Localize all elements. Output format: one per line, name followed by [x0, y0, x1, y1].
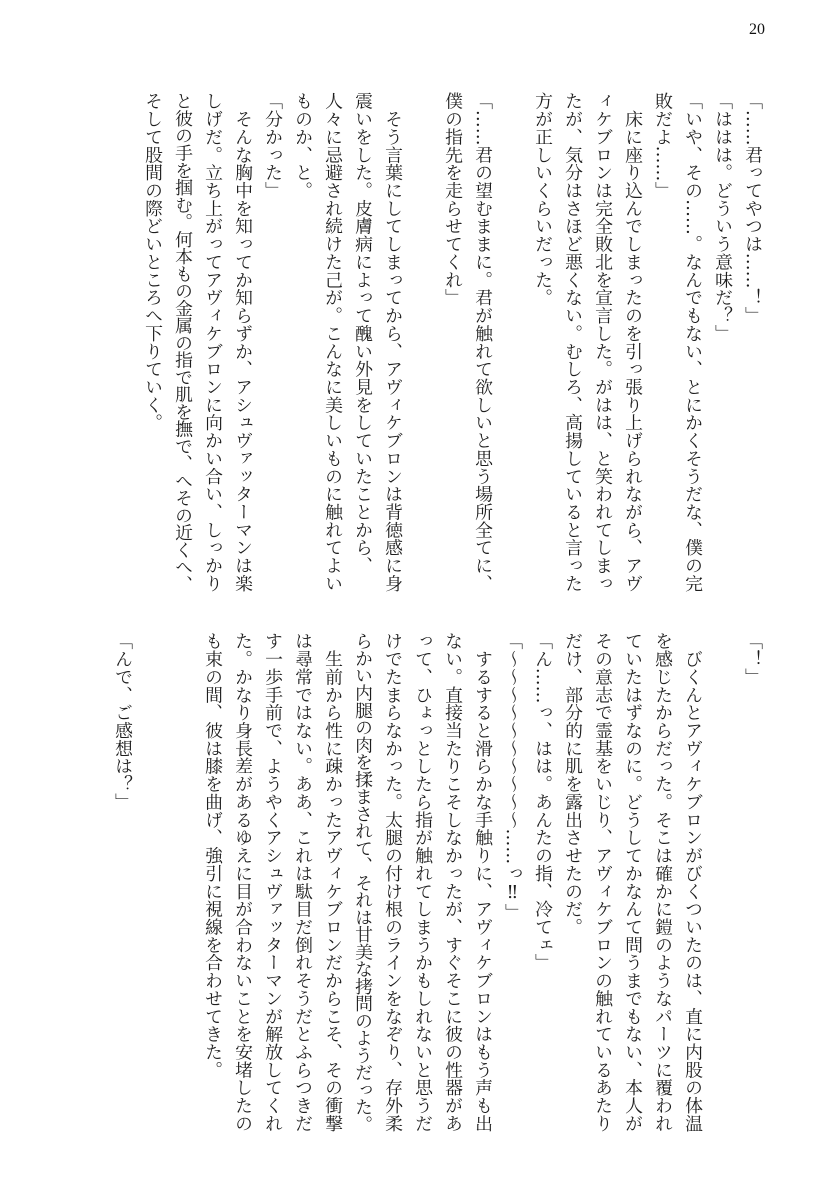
upper-tier-text-block: [107, 92, 767, 592]
text-line: 「分かった」: [262, 92, 283, 200]
blank-line: [707, 632, 737, 1132]
lower-tier-text-block: [107, 632, 767, 1132]
text-line: そんな胸中を知ってか知らずか、アシュヴァッターマンは楽: [232, 92, 253, 593]
text-line: しげだ。立ち上がってアヴィケブロンに向かい合い、しっかり: [202, 92, 223, 593]
blank-line: [137, 632, 167, 1132]
text-line: 震いをした。皮膚病によって醜い外見をしていたことから、: [352, 92, 373, 575]
text-line: 「！」: [742, 632, 763, 686]
text-line: 方が正しいくらいだった。: [532, 92, 553, 307]
text-line: 床に座り込んでしまったのを引っ張り上げられながら、アヴ: [622, 92, 643, 593]
text-line: ものか、と。: [292, 92, 313, 200]
text-line: って、ひょっとしたら指が触れてしまうかもしれないと思うだ: [412, 632, 433, 1133]
text-line: けでたまらなかった。太腿の付け根のラインをなぞり、存外柔: [382, 632, 403, 1133]
blank-line: [167, 632, 197, 1132]
text-line: 「ははは。どういう意味だ？」: [712, 92, 733, 343]
text-line: そして股間の際どいところへ下りていく。: [142, 92, 163, 432]
text-line: 敗だよ……」: [652, 92, 673, 200]
text-line: を感じたからだった。そこは確かに鎧のようなパーツに覆われ: [652, 632, 673, 1133]
text-line: だけ、部分的に肌を露出させたのだ。: [562, 632, 583, 936]
text-line: 「……君ってやつは……！」: [742, 92, 763, 325]
page-number: 20: [749, 21, 765, 38]
text-line: ない。直接当たりこそしなかったが、すぐそこに彼の性器があ: [442, 632, 463, 1133]
text-line: ィケブロンは完全敗北を宣言した。がはは、と笑われてしまっ: [592, 92, 613, 593]
text-line: ていたはずなのに。どうしてかなんて問うまでもない、本人が: [622, 632, 643, 1133]
blank-line: [407, 92, 437, 592]
text-line: 「〜〜〜〜〜〜〜〜〜〜……っ‼」: [502, 632, 523, 921]
text-line: するすると滑らかな手触りに、アヴィケブロンはもう声も出: [472, 632, 493, 1133]
text-line: 「んで、ご感想は？」: [112, 632, 133, 811]
text-line: 「いや、その……。なんでもない、とにかくそうだな、僕の完: [682, 92, 703, 593]
text-line: 「ん……っ、はは。あんたの指、冷てェ」: [532, 632, 553, 972]
text-line: 人々に忌避され続けた己が。こんなに美しいものに触れてよい: [322, 92, 343, 593]
text-line: も束の間、彼は膝を曲げ、強引に視線を合わせてきた。: [202, 632, 223, 1079]
text-line: 生前から性に疎かったアヴィケブロンだからこそ、その衝撃: [322, 632, 343, 1133]
blank-line: [107, 92, 137, 592]
text-line: らかい内腿の肉を揉まされて、それは甘美な拷問のようだった。: [352, 632, 373, 1133]
text-line: たが、気分はさほど悪くない。むしろ、高揚していると言った: [562, 92, 583, 593]
text-line: す一歩手前で、ようやくアシュヴァッターマンが解放してくれ: [262, 632, 283, 1133]
text-line: た。かなり身長差があるゆえに目が合わないことを安堵したの: [232, 632, 253, 1133]
text-line: そう言葉にしてしまってから、アヴィケブロンは背徳感に身: [382, 92, 403, 593]
blank-line: [497, 92, 527, 592]
text-line: 僕の指先を走らせてくれ」: [442, 92, 463, 307]
text-line: その意志で霊基をいじり、アヴィケブロンの触れているあたり: [592, 632, 613, 1133]
text-line: 「……君の望むままに。君が触れて欲しいと思う場所全てに、: [472, 92, 493, 593]
text-line: は尋常ではない。ああ、これは駄目だ倒れそうだとふらつきだ: [292, 632, 313, 1133]
text-line: びくんとアヴィケブロンがびくついたのは、直に内股の体温: [682, 632, 703, 1133]
text-line: と彼の手を掴む。何本もの金属の指で肌を撫で、へその近くへ、: [172, 92, 193, 593]
